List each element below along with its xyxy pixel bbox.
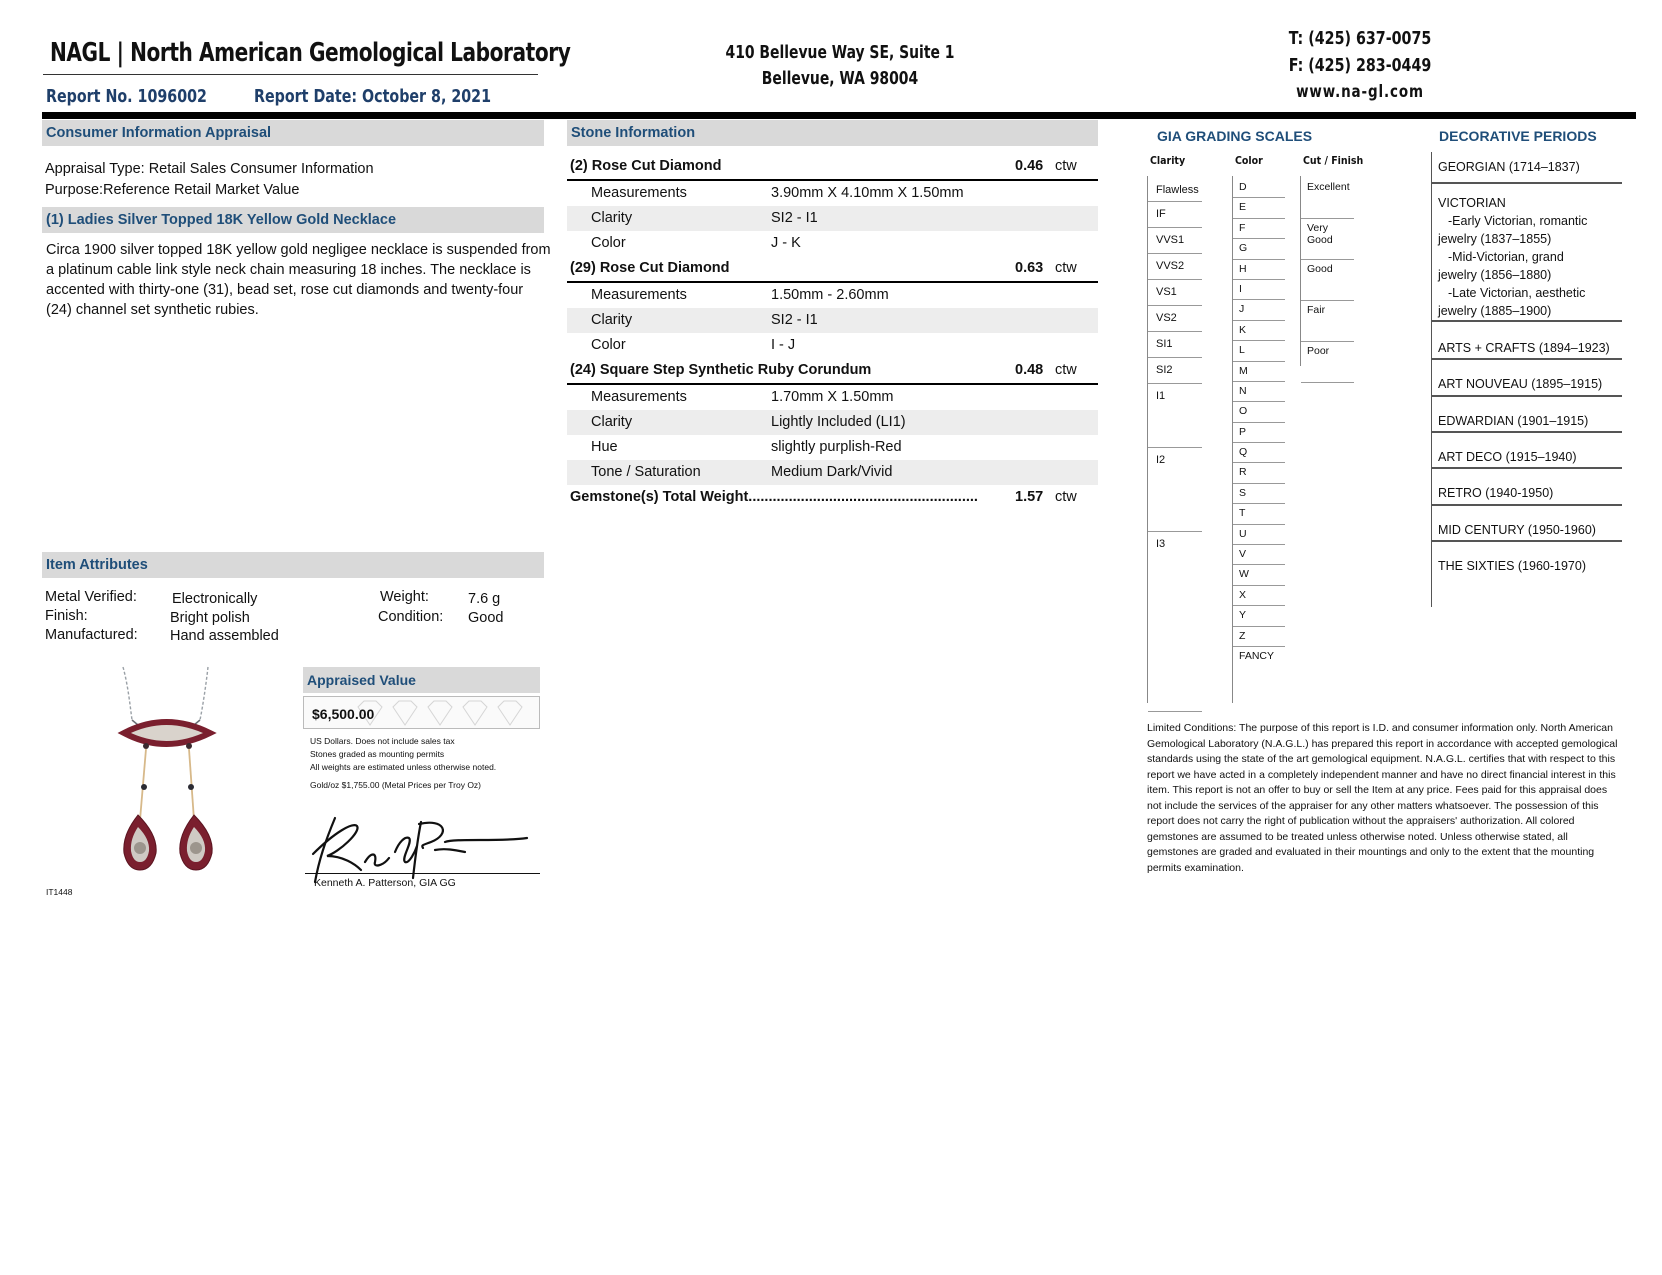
color-grade: D [1233, 178, 1285, 198]
color-grade: R [1233, 463, 1285, 483]
lab-title: NAGL | North American Gemological Laboratory [50, 38, 571, 68]
stone-attr-value: 3.90mm X 4.10mm X 1.50mm [771, 185, 964, 201]
period-retro: RETRO (1940-1950) [1438, 486, 1554, 500]
color-grade: I [1233, 280, 1285, 300]
fax: F: (425) 283-0449 [1288, 55, 1432, 76]
stone-group-unit: ctw [1055, 260, 1077, 276]
period-divider [1431, 182, 1622, 184]
stone-row [567, 308, 1098, 333]
stone-group-unit: ctw [1055, 362, 1077, 378]
color-grade: P [1233, 423, 1285, 443]
appraisal-type: Appraisal Type: Retail Sales Consumer Information [45, 161, 374, 177]
color-grade: T [1233, 504, 1285, 524]
stone-attr-label: Color [591, 235, 626, 251]
clarity-grade: VVS1 [1148, 228, 1202, 254]
clarity-grade: I3 [1148, 532, 1202, 712]
color-grade: F [1233, 219, 1285, 239]
report-number: Report No. 1096002 [46, 86, 207, 107]
stone-group-weight: 0.48 [1015, 362, 1044, 378]
decorative-heading: DECORATIVE PERIODS [1439, 128, 1597, 144]
stone-attr-label: Clarity [591, 414, 633, 430]
color-grade: W [1233, 565, 1285, 585]
stone-group-header [567, 154, 1098, 179]
stone-total-unit: ctw [1055, 489, 1077, 505]
website: www.na-gl.com [1296, 82, 1424, 102]
title-rule [43, 74, 538, 75]
color-grade: X [1233, 586, 1285, 606]
clarity-grade: VS2 [1148, 306, 1202, 332]
period-divider [1431, 395, 1622, 397]
appraised-note-1: US Dollars. Does not include sales tax [310, 736, 455, 746]
color-grade: G [1233, 239, 1285, 259]
period-art-nouveau: ART NOUVEAU (1895–1915) [1438, 377, 1603, 391]
color-grade: Y [1233, 606, 1285, 626]
clarity-grade: I1 [1148, 384, 1202, 448]
item-heading: (1) Ladies Silver Topped 18K Yellow Gold Necklace [42, 207, 544, 233]
cut-grade: Fair [1301, 301, 1354, 342]
item-code: IT1448 [46, 887, 73, 897]
stone-row [567, 385, 1098, 410]
stone-attr-value: slightly purplish-Red [771, 439, 902, 455]
stone-attr-label: Measurements [591, 185, 687, 201]
clarity-grade: I2 [1148, 448, 1202, 532]
stone-total-weight: 1.57 [1015, 489, 1044, 505]
gia-heading: GIA GRADING SCALES [1157, 128, 1313, 144]
cut-grade: Good [1301, 260, 1354, 301]
appraised-note-3: All weights are estimated unless otherwise noted. [310, 762, 497, 772]
stone-attr-label: Measurements [591, 287, 687, 303]
clarity-grade: SI2 [1148, 358, 1202, 384]
clarity-grade: IF [1148, 202, 1202, 228]
color-grade: S [1233, 484, 1285, 504]
period-divider [1431, 467, 1622, 469]
stone-row [567, 206, 1098, 231]
period-divider [1431, 504, 1622, 506]
appraised-note-2: Stones graded as mounting permits [310, 749, 445, 759]
period-arts-crafts: ARTS + CRAFTS (1894–1923) [1438, 341, 1610, 355]
address-line-2: Bellevue, WA 98004 [761, 68, 919, 89]
period-art-deco: ART DECO (1915–1940) [1438, 450, 1577, 464]
phone: T: (425) 637-0075 [1288, 28, 1432, 49]
cut-scale [1301, 178, 1354, 383]
finish-label: Finish: [45, 608, 88, 624]
color-grade: Z [1233, 627, 1285, 647]
weight-value: 7.6 g [468, 591, 501, 607]
address-line-1: 410 Bellevue Way SE, Suite 1 [725, 42, 955, 63]
period-victorian-mid: -Mid-Victorian, grand [1448, 250, 1564, 264]
cut-grade: Very Good [1301, 219, 1354, 260]
finish-value: Bright polish [170, 610, 250, 626]
necklace-photo [88, 665, 298, 895]
report-date: Report Date: October 8, 2021 [254, 86, 492, 107]
color-scale [1233, 178, 1285, 671]
period-victorian-early: -Early Victorian, romantic [1448, 214, 1588, 228]
signature [305, 812, 535, 887]
color-grade: Q [1233, 443, 1285, 463]
stone-attr-value: Medium Dark/Vivid [771, 464, 893, 480]
color-grade: L [1233, 341, 1285, 361]
gia-cut-heading: Cut / Finish [1303, 155, 1364, 167]
period-divider [1431, 320, 1622, 322]
color-grade: FANCY [1239, 649, 1275, 662]
period-divider [1431, 431, 1622, 433]
color-grade: O [1233, 402, 1285, 422]
stone-group-weight: 0.63 [1015, 260, 1044, 276]
stone-row [567, 435, 1098, 460]
stone-attr-value: J - K [771, 235, 801, 251]
stone-group-weight: 0.46 [1015, 158, 1044, 174]
clarity-grade: SI1 [1148, 332, 1202, 358]
stone-attr-value: SI2 - I1 [771, 210, 818, 226]
color-grade: E [1233, 198, 1285, 218]
stone-group-name: (24) Square Step Synthetic Ruby Corundum [570, 362, 872, 378]
stone-attr-value: 1.50mm - 2.60mm [771, 287, 889, 303]
limited-conditions: Limited Conditions: The purpose of this report is I.D. and consumer information only. North American Gemological Laboratory (N.A.G.L.) has prepared this report in accordance with accepted gemological standards using the state of the art gemological equipment. N.A.G.L. certifies that with respect to this report we have acted in a completely independent manner and have no direct financial interest in this item. This report is not an offer to buy or sell the Item at any price. Fees paid for this appraisal does not include the services of the appraiser for any other matters whatsoever. The possession of this report does not carry the right of publication without the appraisers' authorization. All colored gemstones are assumed to be treated unless otherwise noted. Unless otherwise stated, all gemstones are graded and evaluated in their mountings and only to the extent that the mounting permits examination. [1147, 722, 1618, 874]
gold-price: Gold/oz $1,755.00 (Metal Prices per Troy Oz) [310, 780, 482, 790]
gia-color-heading: Color [1235, 155, 1263, 167]
stone-row [567, 181, 1098, 206]
clarity-grade: VVS2 [1148, 254, 1202, 280]
stone-row [567, 283, 1098, 308]
stone-group-header [567, 256, 1098, 281]
stone-heading: Stone Information [567, 120, 1098, 146]
period-divider [1431, 540, 1622, 542]
color-grade: U [1233, 525, 1285, 545]
appraised-heading: Appraised Value [303, 667, 540, 693]
stone-group-name: (2) Rose Cut Diamond [570, 158, 722, 174]
gia-clarity-heading: Clarity [1150, 155, 1186, 167]
stone-group-unit: ctw [1055, 158, 1077, 174]
condition-value: Good [468, 610, 504, 626]
cut-grade: Excellent [1301, 178, 1354, 219]
stone-row [567, 231, 1098, 256]
period-victorian: VICTORIAN [1438, 196, 1506, 210]
color-grade: H [1233, 260, 1285, 280]
color-grade: V [1233, 545, 1285, 565]
color-grade: K [1233, 321, 1285, 341]
stone-attr-label: Color [591, 337, 626, 353]
appraisal-purpose: Purpose:Reference Retail Market Value [45, 182, 300, 198]
stone-row [567, 333, 1098, 358]
metal-value: Electronically [172, 591, 258, 607]
stone-attr-label: Clarity [591, 210, 633, 226]
weight-label: Weight: [380, 589, 429, 605]
period-victorian-late-2: jewelry (1885–1900) [1438, 304, 1552, 318]
cut-grade: Poor [1301, 342, 1354, 383]
period-georgian: GEORGIAN (1714–1837) [1438, 160, 1580, 174]
signature-line [305, 873, 540, 874]
appraised-value-box [303, 696, 540, 729]
condition-label: Condition: [378, 609, 444, 625]
decorative-left-line [1431, 152, 1432, 607]
stone-total-label: Gemstone(s) Total Weight......................................................... [570, 489, 978, 505]
clarity-scale [1148, 178, 1202, 712]
stone-attr-value: I - J [771, 337, 796, 353]
item-description: Circa 1900 silver topped 18K yellow gold negligee necklace is suspended from a platinum cable link style neck chain measuring 18 inches. The necklace is accented with thirty-one (31), bead set, rose cut diamonds and twenty-four (24) channel set synthetic rubies. [46, 242, 551, 318]
period-mid-century: MID CENTURY (1950-1960) [1438, 523, 1596, 537]
signer-name: Kenneth A. Patterson, GIA GG [314, 877, 456, 889]
period-divider [1431, 358, 1622, 360]
stone-group-name: (29) Rose Cut Diamond [570, 260, 730, 276]
stone-attr-value: SI2 - I1 [771, 312, 818, 328]
stone-table [567, 154, 1098, 510]
stone-row [567, 410, 1098, 435]
appraised-value: $6,500.00 [312, 706, 375, 722]
stone-group-header [567, 358, 1098, 383]
stone-row [567, 460, 1098, 485]
period-edwardian: EDWARDIAN (1901–1915) [1438, 414, 1589, 428]
header-divider [42, 112, 1636, 119]
attributes-heading: Item Attributes [42, 552, 544, 578]
manufactured-value: Hand assembled [170, 628, 279, 644]
metal-label: Metal Verified: [45, 589, 137, 605]
manufactured-label: Manufactured: [45, 627, 138, 643]
period-victorian-late: -Late Victorian, aesthetic [1448, 286, 1586, 300]
period-victorian-mid-2: jewelry (1856–1880) [1438, 268, 1552, 282]
stone-attr-label: Clarity [591, 312, 633, 328]
stone-total-row [567, 485, 1098, 510]
stone-attr-label: Tone / Saturation [591, 464, 701, 480]
clarity-grade: Flawless [1148, 178, 1202, 202]
stone-attr-label: Measurements [591, 389, 687, 405]
stone-attr-value: 1.70mm X 1.50mm [771, 389, 894, 405]
stone-attr-value: Lightly Included (LI1) [771, 414, 906, 430]
color-grade: M [1233, 362, 1285, 382]
period-sixties: THE SIXTIES (1960-1970) [1438, 559, 1586, 573]
consumer-heading: Consumer Information Appraisal [42, 120, 544, 146]
color-grade: J [1233, 300, 1285, 320]
clarity-grade: VS1 [1148, 280, 1202, 306]
color-grade: N [1233, 382, 1285, 402]
period-victorian-early-2: jewelry (1837–1855) [1438, 232, 1552, 246]
stone-attr-label: Hue [591, 439, 618, 455]
